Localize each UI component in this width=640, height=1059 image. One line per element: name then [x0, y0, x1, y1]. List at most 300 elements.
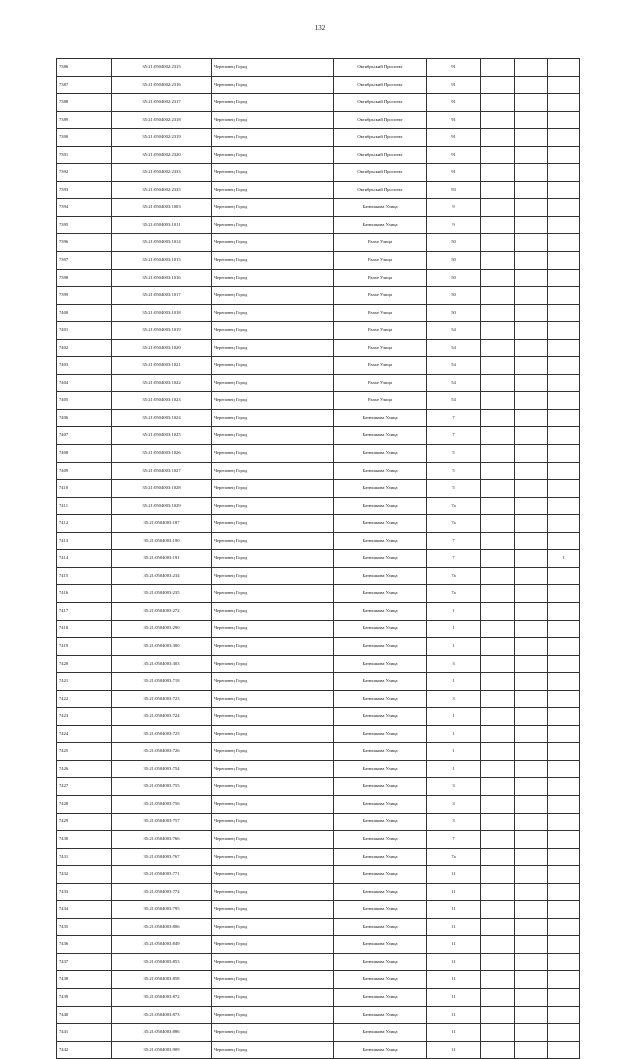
house-number-cell: 91: [427, 129, 481, 147]
cadastral-number-cell: 35:21:0504003:723: [112, 690, 212, 708]
cadastral-number-cell: 35:21:0504003:1017: [112, 287, 212, 305]
extra-column-3-cell: [548, 462, 580, 480]
street-cell: Октябрьский Проспект: [334, 76, 427, 94]
extra-column-2-cell: [515, 445, 548, 463]
extra-column-1-cell: [481, 252, 515, 270]
extra-column-1-cell: [481, 831, 515, 849]
table-row: [57, 918, 580, 936]
house-number-cell: 54: [427, 339, 481, 357]
city-cell: Череповец Город: [212, 76, 334, 94]
extra-column-1-cell: [481, 883, 515, 901]
extra-column-3-cell: [548, 59, 580, 77]
extra-column-3-cell: [548, 304, 580, 322]
street-cell: Раахе Улица: [334, 392, 427, 410]
street-cell: Батюшкова Улица: [334, 918, 427, 936]
table-row: [57, 164, 580, 182]
extra-column-1-cell: [481, 462, 515, 480]
extra-column-3-cell: [548, 848, 580, 866]
extra-column-1-cell: [481, 708, 515, 726]
extra-column-1-cell: [481, 374, 515, 392]
extra-column-3-cell: [548, 918, 580, 936]
extra-column-3-cell: [548, 111, 580, 129]
extra-column-2-cell: [515, 252, 548, 270]
city-cell: Череповец Город: [212, 357, 334, 375]
extra-column-1-cell: [481, 392, 515, 410]
extra-column-2-cell: [515, 269, 548, 287]
extra-column-2-cell: [515, 690, 548, 708]
house-number-cell: 3: [427, 690, 481, 708]
street-cell: Батюшкова Улица: [334, 936, 427, 954]
street-cell: Батюшкова Улица: [334, 409, 427, 427]
city-cell: Череповец Город: [212, 655, 334, 673]
city-cell: Череповец Город: [212, 216, 334, 234]
extra-column-2-cell: [515, 515, 548, 533]
row-number-cell: 7437: [57, 953, 112, 971]
extra-column-2-cell: [515, 848, 548, 866]
cadastral-number-cell: 35:21:0504003:187: [112, 515, 212, 533]
extra-column-3-cell: [548, 94, 580, 112]
extra-column-2-cell: [515, 1006, 548, 1024]
city-cell: Череповец Город: [212, 234, 334, 252]
extra-column-3-cell: [548, 620, 580, 638]
city-cell: Череповец Город: [212, 725, 334, 743]
extra-column-3-cell: [548, 866, 580, 884]
table-row: [57, 216, 580, 234]
table-row: [57, 234, 580, 252]
street-cell: Батюшкова Улица: [334, 831, 427, 849]
house-number-cell: 7: [427, 550, 481, 568]
row-number-cell: 7401: [57, 322, 112, 340]
table-row: [57, 690, 580, 708]
extra-column-2-cell: [515, 234, 548, 252]
extra-column-1-cell: [481, 690, 515, 708]
extra-column-2-cell: [515, 831, 548, 849]
extra-column-2-cell: [515, 322, 548, 340]
row-number-cell: 7428: [57, 795, 112, 813]
row-number-cell: 7418: [57, 620, 112, 638]
cadastral-number-cell: 35:21:0504003:1025: [112, 427, 212, 445]
extra-column-2-cell: [515, 778, 548, 796]
street-cell: Батюшкова Улица: [334, 883, 427, 901]
extra-column-2-cell: [515, 918, 548, 936]
row-number-cell: 7406: [57, 409, 112, 427]
street-cell: Раахе Улица: [334, 234, 427, 252]
extra-column-3-cell: [548, 901, 580, 919]
extra-column-2-cell: [515, 304, 548, 322]
extra-column-1-cell: [481, 866, 515, 884]
extra-column-3-cell: [548, 146, 580, 164]
house-number-cell: 1: [427, 743, 481, 761]
city-cell: Череповец Город: [212, 778, 334, 796]
cadastral-number-cell: 35:21:0504003:873: [112, 1006, 212, 1024]
extra-column-2-cell: [515, 76, 548, 94]
table-row: [57, 445, 580, 463]
house-number-cell: 5: [427, 445, 481, 463]
street-cell: Батюшкова Улица: [334, 988, 427, 1006]
extra-column-2-cell: [515, 287, 548, 305]
house-number-cell: 11: [427, 953, 481, 971]
city-cell: Череповец Город: [212, 708, 334, 726]
cadastral-number-cell: 35:21:0504003:725: [112, 725, 212, 743]
house-number-cell: 11: [427, 866, 481, 884]
table-row: [57, 252, 580, 270]
street-cell: Раахе Улица: [334, 357, 427, 375]
street-cell: Раахе Улица: [334, 339, 427, 357]
extra-column-2-cell: [515, 813, 548, 831]
city-cell: Череповец Город: [212, 953, 334, 971]
table-row: [57, 585, 580, 603]
cadastral-number-cell: 35:21:0504003:1018: [112, 304, 212, 322]
house-number-cell: 1: [427, 638, 481, 656]
table-row: [57, 743, 580, 761]
cadastral-number-cell: 35:21:0504003:1003: [112, 199, 212, 217]
extra-column-2-cell: [515, 129, 548, 147]
extra-column-2-cell: [515, 602, 548, 620]
extra-column-1-cell: [481, 620, 515, 638]
cadastral-number-cell: 35:21:0504002:2335: [112, 181, 212, 199]
extra-column-1-cell: [481, 953, 515, 971]
city-cell: Череповец Город: [212, 918, 334, 936]
city-cell: Череповец Город: [212, 269, 334, 287]
extra-column-1-cell: [481, 164, 515, 182]
extra-column-3-cell: [548, 708, 580, 726]
cadastral-number-cell: 35:21:0504003:771: [112, 866, 212, 884]
street-cell: Батюшкова Улица: [334, 497, 427, 515]
house-number-cell: 91: [427, 59, 481, 77]
extra-column-2-cell: [515, 409, 548, 427]
extra-column-3-cell: [548, 883, 580, 901]
table-row: [57, 620, 580, 638]
table-row: [57, 1006, 580, 1024]
row-number-cell: 7403: [57, 357, 112, 375]
table-row: [57, 1024, 580, 1042]
extra-column-1-cell: [481, 1024, 515, 1042]
street-cell: Батюшкова Улица: [334, 813, 427, 831]
house-number-cell: 7: [427, 427, 481, 445]
house-number-cell: 11: [427, 1006, 481, 1024]
row-number-cell: 7442: [57, 1041, 112, 1059]
extra-column-1-cell: [481, 743, 515, 761]
city-cell: Череповец Город: [212, 866, 334, 884]
extra-column-3-cell: [548, 129, 580, 147]
extra-column-2-cell: [515, 164, 548, 182]
house-number-cell: 54: [427, 392, 481, 410]
table-row: [57, 339, 580, 357]
extra-column-1-cell: [481, 760, 515, 778]
city-cell: Череповец Город: [212, 831, 334, 849]
city-cell: Череповец Город: [212, 602, 334, 620]
row-number-cell: 7419: [57, 638, 112, 656]
extra-column-1-cell: [481, 409, 515, 427]
extra-column-3-cell: [548, 322, 580, 340]
row-number-cell: 7386: [57, 59, 112, 77]
house-number-cell: 50: [427, 304, 481, 322]
row-number-cell: 7408: [57, 445, 112, 463]
city-cell: Череповец Город: [212, 304, 334, 322]
extra-column-3-cell: [548, 760, 580, 778]
city-cell: Череповец Город: [212, 795, 334, 813]
house-number-cell: 7: [427, 532, 481, 550]
row-number-cell: 7423: [57, 708, 112, 726]
house-number-cell: 54: [427, 322, 481, 340]
house-number-cell: 7а: [427, 497, 481, 515]
extra-column-1-cell: [481, 515, 515, 533]
row-number-cell: 7441: [57, 1024, 112, 1042]
street-cell: Октябрьский Проспект: [334, 129, 427, 147]
table-row: [57, 59, 580, 77]
city-cell: Череповец Город: [212, 813, 334, 831]
street-cell: Октябрьский Проспект: [334, 181, 427, 199]
city-cell: Череповец Город: [212, 988, 334, 1006]
table-row: [57, 971, 580, 989]
city-cell: Череповец Город: [212, 1006, 334, 1024]
table-row: [57, 988, 580, 1006]
street-cell: Раахе Улица: [334, 322, 427, 340]
house-number-cell: 9: [427, 199, 481, 217]
table-row: [57, 550, 580, 568]
city-cell: Череповец Город: [212, 532, 334, 550]
extra-column-2-cell: [515, 795, 548, 813]
row-number-cell: 7399: [57, 287, 112, 305]
row-number-cell: 7400: [57, 304, 112, 322]
extra-column-3-cell: [548, 287, 580, 305]
street-cell: Батюшкова Улица: [334, 971, 427, 989]
extra-column-2-cell: [515, 427, 548, 445]
extra-column-3-cell: [548, 936, 580, 954]
house-number-cell: 11: [427, 971, 481, 989]
house-number-cell: 11: [427, 936, 481, 954]
row-number-cell: 7436: [57, 936, 112, 954]
house-number-cell: 1: [427, 760, 481, 778]
table-row: [57, 427, 580, 445]
extra-column-2-cell: [515, 971, 548, 989]
house-number-cell: 7: [427, 409, 481, 427]
house-number-cell: 50: [427, 287, 481, 305]
extra-column-1-cell: [481, 602, 515, 620]
extra-column-3-cell: [548, 1041, 580, 1059]
table-row: [57, 111, 580, 129]
extra-column-3-cell: [548, 831, 580, 849]
extra-column-2-cell: [515, 673, 548, 691]
table-row: [57, 655, 580, 673]
cadastral-number-cell: 35:21:0504002:2315: [112, 59, 212, 77]
street-cell: Батюшкова Улица: [334, 199, 427, 217]
city-cell: Череповец Город: [212, 392, 334, 410]
extra-column-3-cell: [548, 216, 580, 234]
extra-column-3-cell: [548, 339, 580, 357]
city-cell: Череповец Город: [212, 1041, 334, 1059]
house-number-cell: 93: [427, 181, 481, 199]
city-cell: Череповец Город: [212, 94, 334, 112]
row-number-cell: 7429: [57, 813, 112, 831]
street-cell: Раахе Улица: [334, 269, 427, 287]
extra-column-2-cell: [515, 1024, 548, 1042]
house-number-cell: 11: [427, 1041, 481, 1059]
city-cell: Череповец Город: [212, 673, 334, 691]
extra-column-2-cell: [515, 181, 548, 199]
table-row: [57, 532, 580, 550]
cadastral-number-cell: 35:21:0504002:2319: [112, 129, 212, 147]
extra-column-3-cell: 1: [548, 550, 580, 568]
extra-column-1-cell: [481, 181, 515, 199]
table-row: [57, 567, 580, 585]
city-cell: Череповец Город: [212, 638, 334, 656]
extra-column-1-cell: [481, 357, 515, 375]
city-cell: Череповец Город: [212, 199, 334, 217]
house-number-cell: 1: [427, 673, 481, 691]
house-number-cell: 3: [427, 795, 481, 813]
cadastral-number-cell: 35:21:0504003:1020: [112, 339, 212, 357]
cadastral-number-cell: 35:21:0504003:272: [112, 602, 212, 620]
cadastral-number-cell: 35:21:0504003:853: [112, 953, 212, 971]
row-number-cell: 7409: [57, 462, 112, 480]
house-number-cell: 91: [427, 111, 481, 129]
cadastral-number-cell: 35:21:0504003:726: [112, 743, 212, 761]
cadastral-number-cell: 35:21:0504003:909: [112, 1041, 212, 1059]
house-number-cell: 91: [427, 164, 481, 182]
row-number-cell: 7395: [57, 216, 112, 234]
row-number-cell: 7439: [57, 988, 112, 1006]
city-cell: Череповец Город: [212, 427, 334, 445]
street-cell: Батюшкова Улица: [334, 480, 427, 498]
row-number-cell: 7387: [57, 76, 112, 94]
row-number-cell: 7388: [57, 94, 112, 112]
extra-column-3-cell: [548, 795, 580, 813]
table-row: [57, 515, 580, 533]
row-number-cell: 7440: [57, 1006, 112, 1024]
house-number-cell: 7: [427, 831, 481, 849]
extra-column-3-cell: [548, 1006, 580, 1024]
extra-column-1-cell: [481, 269, 515, 287]
row-number-cell: 7417: [57, 602, 112, 620]
table-row: [57, 1041, 580, 1059]
extra-column-1-cell: [481, 199, 515, 217]
extra-column-3-cell: [548, 164, 580, 182]
extra-column-2-cell: [515, 988, 548, 1006]
street-cell: Батюшкова Улица: [334, 725, 427, 743]
street-cell: Батюшкова Улица: [334, 532, 427, 550]
extra-column-3-cell: [548, 234, 580, 252]
cadastral-number-cell: 35:21:0504003:1021: [112, 357, 212, 375]
extra-column-1-cell: [481, 59, 515, 77]
cadastral-number-cell: 35:21:0504003:1026: [112, 445, 212, 463]
cadastral-number-cell: 35:21:0504002:2316: [112, 76, 212, 94]
table-row: [57, 953, 580, 971]
cadastral-number-cell: 35:21:0504003:756: [112, 795, 212, 813]
street-cell: Батюшкова Улица: [334, 1024, 427, 1042]
table-body: [57, 59, 580, 1059]
cadastral-number-cell: 35:21:0504003:858: [112, 971, 212, 989]
street-cell: Октябрьский Проспект: [334, 146, 427, 164]
street-cell: Батюшкова Улица: [334, 638, 427, 656]
extra-column-3-cell: [548, 532, 580, 550]
extra-column-1-cell: [481, 901, 515, 919]
table-row: [57, 831, 580, 849]
extra-column-3-cell: [548, 1024, 580, 1042]
page-number: 132: [314, 24, 326, 32]
cadastral-number-cell: 35:21:0504003:767: [112, 848, 212, 866]
extra-column-3-cell: [548, 445, 580, 463]
street-cell: Батюшкова Улица: [334, 620, 427, 638]
city-cell: Череповец Город: [212, 287, 334, 305]
extra-column-2-cell: [515, 392, 548, 410]
extra-column-2-cell: [515, 1041, 548, 1059]
cadastral-number-cell: 35:21:0504003:190: [112, 532, 212, 550]
extra-column-1-cell: [481, 94, 515, 112]
house-number-cell: 9: [427, 216, 481, 234]
extra-column-1-cell: [481, 287, 515, 305]
extra-column-2-cell: [515, 462, 548, 480]
city-cell: Череповец Город: [212, 1024, 334, 1042]
street-cell: Батюшкова Улица: [334, 550, 427, 568]
row-number-cell: 7392: [57, 164, 112, 182]
extra-column-1-cell: [481, 322, 515, 340]
extra-column-2-cell: [515, 146, 548, 164]
row-number-cell: 7430: [57, 831, 112, 849]
extra-column-2-cell: [515, 374, 548, 392]
table-row: [57, 409, 580, 427]
row-number-cell: 7415: [57, 567, 112, 585]
extra-column-1-cell: [481, 111, 515, 129]
extra-column-3-cell: [548, 374, 580, 392]
street-cell: Батюшкова Улица: [334, 743, 427, 761]
extra-column-1-cell: [481, 234, 515, 252]
city-cell: Череповец Город: [212, 445, 334, 463]
extra-column-2-cell: [515, 497, 548, 515]
table-row: [57, 392, 580, 410]
house-number-cell: 1: [427, 725, 481, 743]
city-cell: Череповец Город: [212, 585, 334, 603]
table-row: [57, 602, 580, 620]
city-cell: Череповец Город: [212, 146, 334, 164]
extra-column-1-cell: [481, 971, 515, 989]
house-number-cell: 91: [427, 76, 481, 94]
street-cell: Батюшкова Улица: [334, 655, 427, 673]
extra-column-1-cell: [481, 673, 515, 691]
house-number-cell: 54: [427, 374, 481, 392]
table-row: [57, 374, 580, 392]
street-cell: Батюшкова Улица: [334, 866, 427, 884]
extra-column-1-cell: [481, 76, 515, 94]
extra-column-3-cell: [548, 199, 580, 217]
cadastral-number-cell: 35:21:0504003:1011: [112, 216, 212, 234]
house-number-cell: 50: [427, 252, 481, 270]
extra-column-1-cell: [481, 567, 515, 585]
cadastral-number-cell: 35:21:0504003:872: [112, 988, 212, 1006]
row-number-cell: 7396: [57, 234, 112, 252]
row-number-cell: 7389: [57, 111, 112, 129]
extra-column-1-cell: [481, 848, 515, 866]
row-number-cell: 7391: [57, 146, 112, 164]
street-cell: Батюшкова Улица: [334, 585, 427, 603]
table-row: [57, 638, 580, 656]
house-number-cell: 11: [427, 901, 481, 919]
row-number-cell: 7397: [57, 252, 112, 270]
row-number-cell: 7435: [57, 918, 112, 936]
house-number-cell: 7а: [427, 585, 481, 603]
extra-column-3-cell: [548, 988, 580, 1006]
extra-column-3-cell: [548, 971, 580, 989]
cadastral-number-cell: 35:21:0504002:2333: [112, 164, 212, 182]
table-row: [57, 322, 580, 340]
street-cell: Батюшкова Улица: [334, 673, 427, 691]
extra-column-1-cell: [481, 585, 515, 603]
extra-column-2-cell: [515, 620, 548, 638]
extra-column-3-cell: [548, 567, 580, 585]
city-cell: Череповец Город: [212, 322, 334, 340]
row-number-cell: 7390: [57, 129, 112, 147]
street-cell: Батюшкова Улица: [334, 848, 427, 866]
